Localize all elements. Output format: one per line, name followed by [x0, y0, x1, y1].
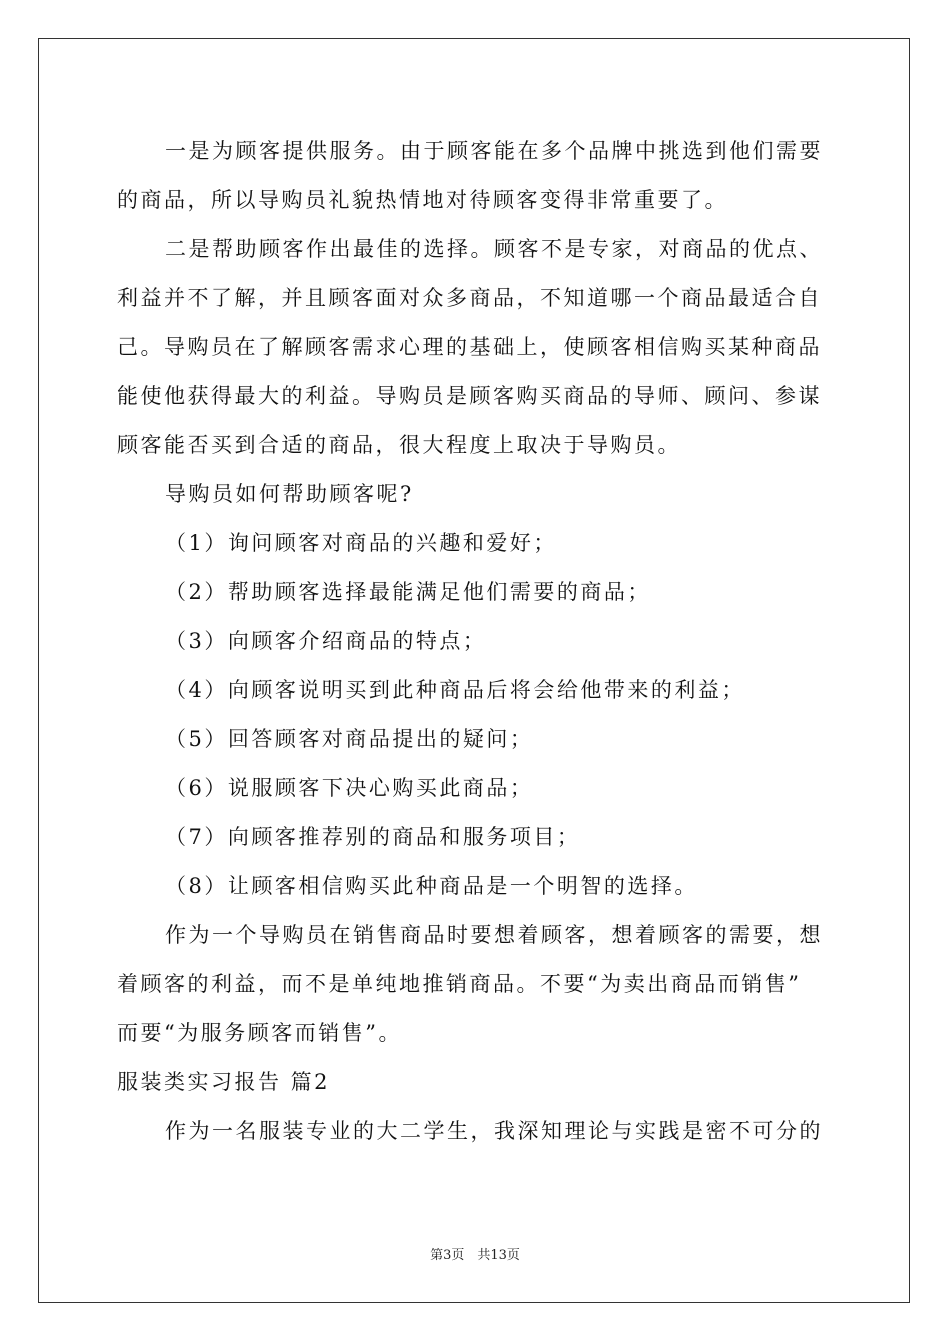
numbered-list: [117, 519, 833, 911]
text-line: 一是为顾客提供服务。由于顾客能在多个品牌中挑选到他们需要: [165, 139, 823, 163]
list-item: （8）让顾客相信购买此种商品是一个明智的选择。: [165, 874, 698, 898]
list-item: （4）向顾客说明买到此种商品后将会给他带来的利益；: [165, 678, 745, 702]
text-line: 己。导购员在了解顾客需求心理的基础上，使顾客相信购买某种商品: [117, 335, 822, 359]
text-line: 的商品，所以导购员礼貌热情地对待顾客变得非常重要了。: [117, 188, 728, 212]
text-line: 作为一个导购员在销售商品时要想着顾客，想着顾客的需要，想: [165, 923, 823, 947]
list-item: （5）回答顾客对商品提出的疑问；: [165, 727, 534, 751]
text-line: 顾客能否买到合适的商品，很大程度上取决于导购员。: [117, 433, 681, 457]
list-item: （3）向顾客介绍商品的特点；: [165, 629, 487, 653]
text-line: 能使他获得最大的利益。导购员是顾客购买商品的导师、顾问、参谋: [117, 384, 822, 408]
text-line: 利益并不了解，并且顾客面对众多商品，不知道哪一个商品最适合自: [117, 286, 822, 310]
text-line: 导购员如何帮助顾客呢?: [165, 482, 414, 506]
section-heading: 服装类实习报告 篇2: [117, 1070, 331, 1094]
page-footer: 第3页 共13页: [430, 1248, 520, 1263]
paragraph-3: [117, 470, 833, 519]
closing-paragraph: [117, 911, 833, 1058]
text-line: 而要“为服务顾客而销售”。: [117, 1021, 402, 1045]
final-paragraph: 作为一名服装专业的大二学生，我深知理论与实践是密不可分的: [165, 1119, 823, 1143]
text-line: 着顾客的利益，而不是单纯地推销商品。不要“为卖出商品而销售”: [117, 972, 802, 996]
paragraph-1: [117, 127, 833, 225]
list-item: （2）帮助顾客选择最能满足他们需要的商品；: [165, 580, 651, 604]
text-line: 二是帮助顾客作出最佳的选择。顾客不是专家，对商品的优点、: [165, 237, 823, 261]
list-item: （6）说服顾客下决心购买此商品；: [165, 776, 534, 800]
paragraph-2: [117, 225, 833, 470]
list-item: （1）询问顾客对商品的兴趣和爱好；: [165, 531, 557, 555]
document-body: [117, 127, 833, 1156]
list-item: （7）向顾客推荐别的商品和服务项目；: [165, 825, 581, 849]
